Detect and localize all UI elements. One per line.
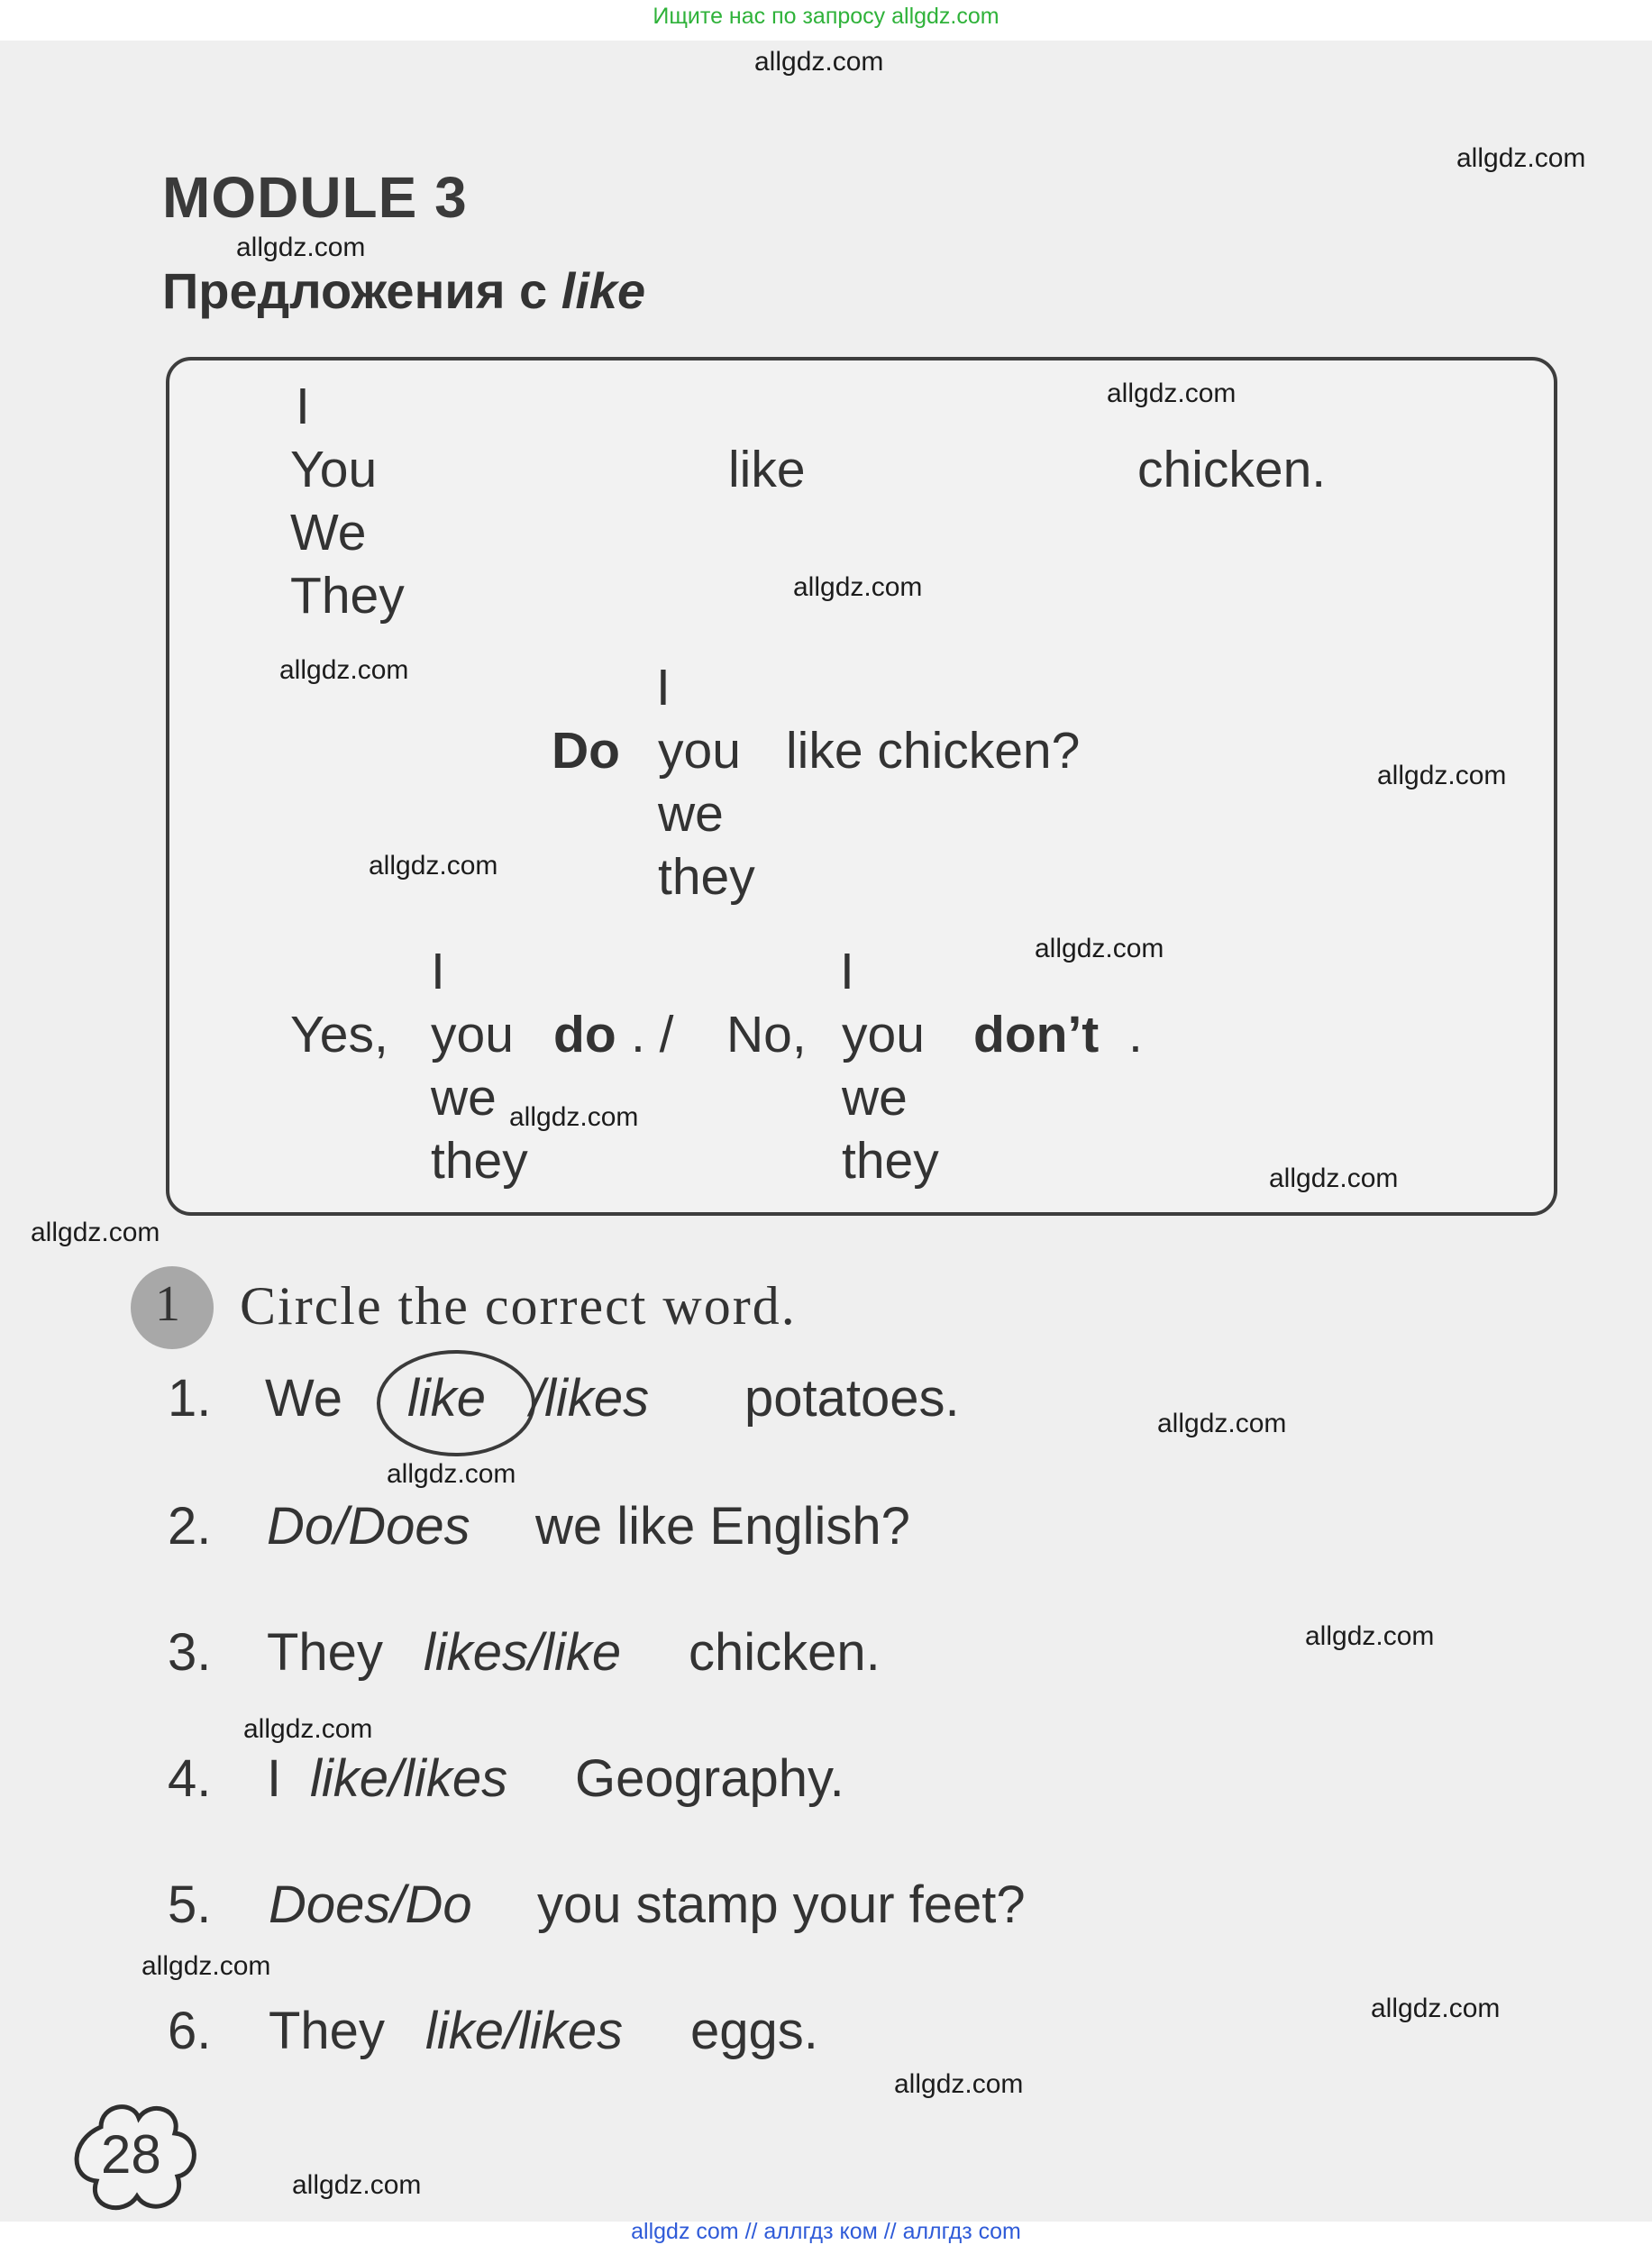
exercise-title: Circle the correct word. [240,1276,797,1336]
watermark: allgdz.com [1107,379,1237,408]
watermark: allgdz.com [369,851,498,881]
question-pronoun: you [658,722,741,780]
item-before: We [265,1369,342,1428]
answer-no-pronoun: I [840,943,854,1000]
module-title: MODULE 3 [162,165,468,230]
watermark: allgdz.com [31,1218,160,1247]
watermark: allgdz.com [1035,934,1164,963]
watermark: allgdz.com [387,1459,516,1489]
item-choice-alt[interactable]: /likes [530,1369,650,1428]
watermark: allgdz.com [894,2069,1024,2099]
answer-no-verb: don’t [973,1006,1100,1063]
watermark: allgdz.com [1456,143,1586,173]
watermark: allgdz.com [1269,1164,1399,1193]
watermark: allgdz.com [1157,1409,1287,1438]
item-before: I [267,1749,282,1808]
item-number: 6. [168,2002,212,2060]
answer-no-pronoun: they [842,1132,939,1190]
answer-yes-pronoun: we [431,1069,497,1127]
watermark: allgdz.com [1305,1621,1435,1651]
question-pronoun: they [658,848,755,906]
question-pronoun: we [658,785,724,843]
answer-no-pronoun: you [842,1006,925,1063]
answer-yes-pronoun: they [431,1132,528,1190]
item-number: 1. [168,1369,212,1428]
watermark: allgdz.com [509,1102,639,1132]
section-subtitle [162,261,645,320]
item-after: we like English? [535,1497,910,1556]
answer-yes-pronoun: I [431,943,445,1000]
item-choice[interactable]: Do/Does [267,1497,470,1556]
watermark: allgdz.com [1371,1994,1501,2023]
item-choice[interactable]: likes/like [424,1623,622,1682]
subtitle-word: like [561,262,646,319]
question-pronoun: I [656,659,671,716]
answer-yes-pronoun: you [431,1006,514,1063]
item-choice[interactable]: Does/Do [269,1875,472,1934]
item-number: 2. [168,1497,212,1556]
item-after: you stamp your feet? [537,1875,1026,1934]
item-number: 5. [168,1875,212,1934]
subtitle-prefix: Предложения с [162,262,548,319]
watermark: allgdz.com [292,2170,422,2200]
exercise-number: 1 [155,1276,180,1332]
item-after: chicken. [689,1623,881,1682]
question-rest: like chicken? [786,722,1081,780]
bottom-banner[interactable]: allgdz com // аллгдз ком // аллгдз com [631,2219,1021,2244]
item-number: 4. [168,1749,212,1808]
statement-verb: like [728,441,806,498]
statement-pronoun: You [290,441,378,498]
watermark: allgdz.com [236,233,366,262]
item-choice[interactable]: like/likes [310,1749,508,1808]
item-choice[interactable]: like/likes [425,2002,624,2060]
question-aux: Do [552,722,620,780]
item-before: They [269,2002,385,2060]
item-after: Geography. [575,1749,844,1808]
watermark: allgdz.com [793,572,923,602]
watermark: allgdz.com [141,1951,271,1981]
answer-no: No, [726,1006,807,1063]
item-choice[interactable]: like [407,1369,487,1428]
watermark: allgdz.com [279,655,409,685]
answer-yes-verb: do [553,1006,616,1063]
item-before: They [267,1623,383,1682]
statement-pronoun: They [290,567,405,625]
top-banner[interactable]: Ищите нас по запросу allgdz.com [653,4,999,29]
statement-object: chicken. [1137,441,1327,498]
statement-pronoun: I [296,378,310,435]
item-number: 3. [168,1623,212,1682]
watermark: allgdz.com [754,47,884,77]
item-after: potatoes. [744,1369,960,1428]
watermark: allgdz.com [243,1714,373,1744]
watermark: allgdz.com [1377,761,1507,790]
answer-no-pronoun: we [842,1069,908,1127]
page-number: 28 [101,2124,161,2185]
answer-end: . [1128,1006,1143,1063]
item-after: eggs. [690,2002,818,2060]
answer-yes: Yes, [290,1006,388,1063]
answer-separator: . / [631,1006,674,1063]
statement-pronoun: We [290,504,367,561]
